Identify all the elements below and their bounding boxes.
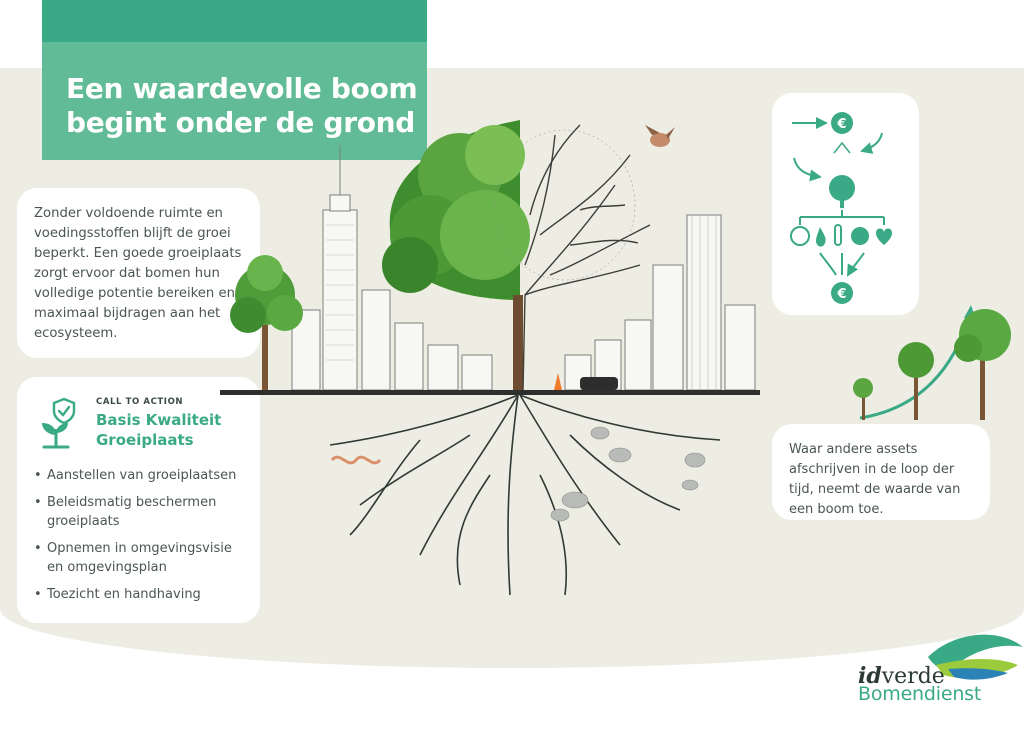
traffic-cone-icon	[554, 373, 562, 390]
benefit-icons	[791, 225, 892, 247]
cta-list	[34, 466, 246, 604]
intro-text: Zonder voldoende ruimte en voedingsstoffen blijft de groei beperkt. Een goede groeiplaats zorgt ervoor dat bomen hun volledige potentie bereiken en maximaal bijdragen aan het ecosysteem.	[34, 206, 242, 341]
ground-line	[220, 390, 760, 395]
logo-wordmark-italic: id	[858, 663, 882, 689]
value-text: Waar andere assets afschrijven in de loop der tijd, neemt de waarde van een boom toe.	[789, 442, 961, 517]
page-title-line2: begint onder de grond	[66, 106, 416, 139]
cta-heading-text	[96, 395, 221, 450]
bacteria-icon	[851, 227, 869, 245]
bird-icon	[645, 125, 675, 147]
title-accent-bar	[42, 0, 427, 42]
worm-icon	[332, 457, 380, 463]
value-card	[772, 424, 990, 520]
logo-wordmark-rest: verde	[881, 664, 945, 689]
car-icon	[580, 377, 618, 390]
heart-icon	[876, 229, 892, 246]
water-drop-icon	[816, 227, 826, 247]
list-item: • Toezicht en handhaving	[34, 585, 246, 604]
plant-shield-icon	[34, 395, 88, 449]
stones	[551, 427, 705, 521]
tree-icon	[898, 342, 934, 420]
cta-title-line2: Groeiplaats	[96, 431, 194, 449]
list-item: • Beleidsmatig beschermen groeiplaats	[34, 493, 246, 531]
list-item: • Aanstellen van groeiplaatsen	[34, 466, 246, 485]
tree-icon	[853, 378, 873, 420]
seedling-icon	[834, 143, 850, 153]
value-flow-card	[772, 93, 919, 315]
tree-roots	[330, 395, 720, 595]
euro-symbol: €	[837, 117, 847, 132]
value-flow-diagram	[772, 93, 919, 315]
tree-icon	[829, 175, 855, 208]
logo-subtitle: Bomendienst	[858, 683, 982, 705]
thermometer-icon	[835, 225, 841, 245]
euro-symbol: €	[837, 287, 847, 302]
page-title-line1: Een waardevolle boom	[66, 72, 418, 105]
growing-trees-illustration	[840, 300, 1024, 430]
right-buildings	[565, 215, 755, 390]
cta-header	[34, 395, 246, 450]
tree-city-illustration	[220, 115, 780, 615]
cta-title-line1: Basis Kwaliteit	[96, 411, 222, 429]
list-item: • Opnemen in omgevingsvisie en omgevingsplan	[34, 539, 246, 577]
cloud-icon	[791, 227, 809, 245]
tree-icon	[954, 309, 1011, 420]
cta-kicker: CALL TO ACTION	[96, 397, 184, 407]
